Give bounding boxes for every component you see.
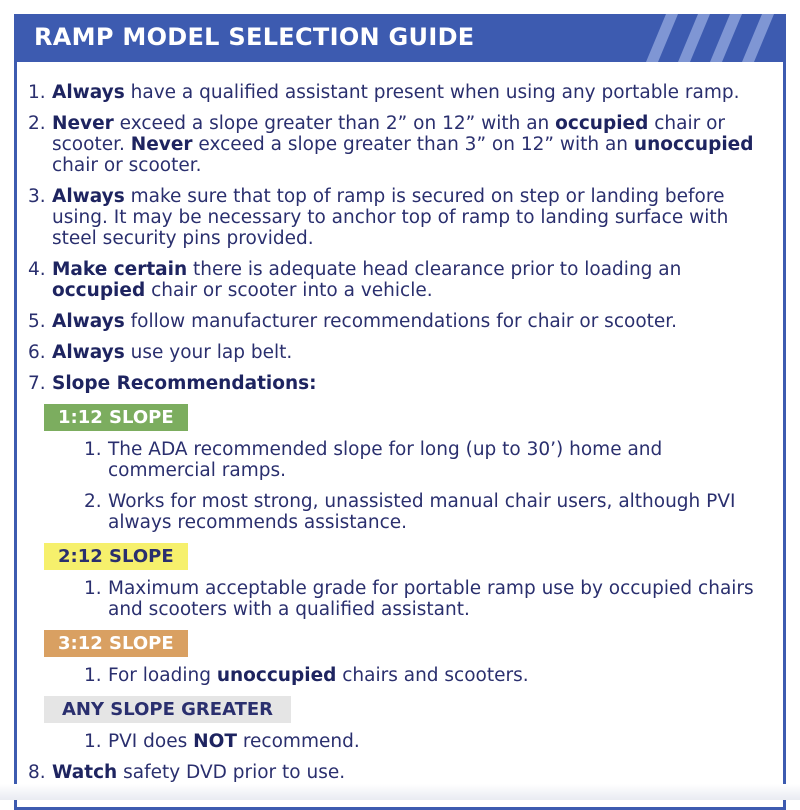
title-banner <box>14 14 786 62</box>
slope-section <box>44 404 768 533</box>
item-number: 6. <box>28 342 52 363</box>
item-text <box>52 373 768 394</box>
item-text <box>52 82 768 103</box>
item-text <box>108 665 768 686</box>
text-run: chair or scooter. <box>52 155 202 176</box>
text-run: chair or scooter. <box>52 113 725 155</box>
bold-text: unoccupied <box>217 665 337 686</box>
item-text <box>52 311 768 332</box>
item-number: 2. <box>28 113 52 176</box>
bold-text: Always <box>52 342 125 363</box>
bold-text: Always <box>52 82 125 103</box>
slope-badge: 2:12 SLOPE <box>44 543 188 570</box>
item-text <box>108 439 768 481</box>
text-run: exceed a slope greater than 2” on 12” with an <box>114 113 555 134</box>
bold-text: occupied <box>52 280 145 301</box>
item-text <box>108 731 768 752</box>
slope-badge: 1:12 SLOPE <box>44 404 188 431</box>
list-item <box>28 762 768 783</box>
page-title: RAMP MODEL SELECTION GUIDE <box>34 23 475 51</box>
text-run: Maximum acceptable grade for portable ramp use by occupied chairs and scooters with a qualified assistant. <box>108 578 754 620</box>
bold-text: Slope Recommendations: <box>52 373 317 394</box>
item-text <box>52 762 768 783</box>
bold-text: unoccupied <box>634 134 754 155</box>
text-run: PVI does <box>108 731 193 752</box>
slope-section <box>44 543 768 620</box>
bold-text: Watch <box>52 762 117 783</box>
slope-recommendations <box>44 404 768 752</box>
list-item <box>84 731 768 752</box>
item-number: 5. <box>28 311 52 332</box>
bold-text: Always <box>52 311 125 332</box>
page-bottom-edge <box>0 784 800 800</box>
item-number: 1. <box>84 439 108 481</box>
text-run: make sure that top of ramp is secured on step or landing before using. It may be necessary to anchor top of ramp to landing surface with steel security pins provided. <box>52 186 728 249</box>
list-item <box>28 259 768 301</box>
bold-text: Always <box>52 186 125 207</box>
slope-badge: ANY SLOPE GREATER <box>44 696 291 723</box>
final-rule <box>28 762 768 783</box>
bold-text: occupied <box>555 113 648 134</box>
list-item <box>84 491 768 533</box>
item-number: 7. <box>28 373 52 394</box>
text-run: use your lap belt. <box>125 342 293 363</box>
text-run: chairs and scooters. <box>336 665 528 686</box>
text-run: The ADA recommended slope for long (up to 30’) home and commercial ramps. <box>108 439 662 481</box>
item-text <box>108 491 768 533</box>
item-number: 1. <box>84 578 108 620</box>
guide-content <box>28 82 768 793</box>
list-item <box>84 439 768 481</box>
item-number: 4. <box>28 259 52 301</box>
text-run: exceed a slope greater than 3” on 12” with an <box>193 134 634 155</box>
text-run: recommend. <box>237 731 360 752</box>
list-item <box>28 186 768 249</box>
stripe-decoration <box>616 14 786 62</box>
item-number: 3. <box>28 186 52 249</box>
list-item <box>28 373 768 394</box>
text-run: For loading <box>108 665 217 686</box>
list-item <box>28 82 768 103</box>
item-number: 1. <box>84 731 108 752</box>
rules-list <box>28 82 768 394</box>
slope-section <box>44 696 768 752</box>
item-text <box>52 342 768 363</box>
text-run: have a qualified assistant present when using any portable ramp. <box>125 82 740 103</box>
item-number: 1. <box>28 82 52 103</box>
text-run: safety DVD prior to use. <box>117 762 345 783</box>
text-run: there is adequate head clearance prior to loading an <box>187 259 681 280</box>
text-run: follow manufacturer recommendations for chair or scooter. <box>125 311 677 332</box>
bold-text: Never <box>131 134 193 155</box>
item-text <box>52 259 768 301</box>
text-run: chair or scooter into a vehicle. <box>145 280 432 301</box>
slope-section <box>44 630 768 686</box>
slope-badge: 3:12 SLOPE <box>44 630 188 657</box>
item-text <box>52 113 768 176</box>
item-text <box>52 186 768 249</box>
item-number: 8. <box>28 762 52 783</box>
list-item <box>28 311 768 332</box>
bold-text: NOT <box>193 731 237 752</box>
list-item <box>84 665 768 686</box>
item-number: 2. <box>84 491 108 533</box>
bold-text: Never <box>52 113 114 134</box>
item-number: 1. <box>84 665 108 686</box>
item-text <box>108 578 768 620</box>
text-run: Works for most strong, unassisted manual chair users, although PVI always recommends assistance. <box>108 491 735 533</box>
bold-text: Make certain <box>52 259 187 280</box>
list-item <box>84 578 768 620</box>
list-item <box>28 342 768 363</box>
list-item <box>28 113 768 176</box>
